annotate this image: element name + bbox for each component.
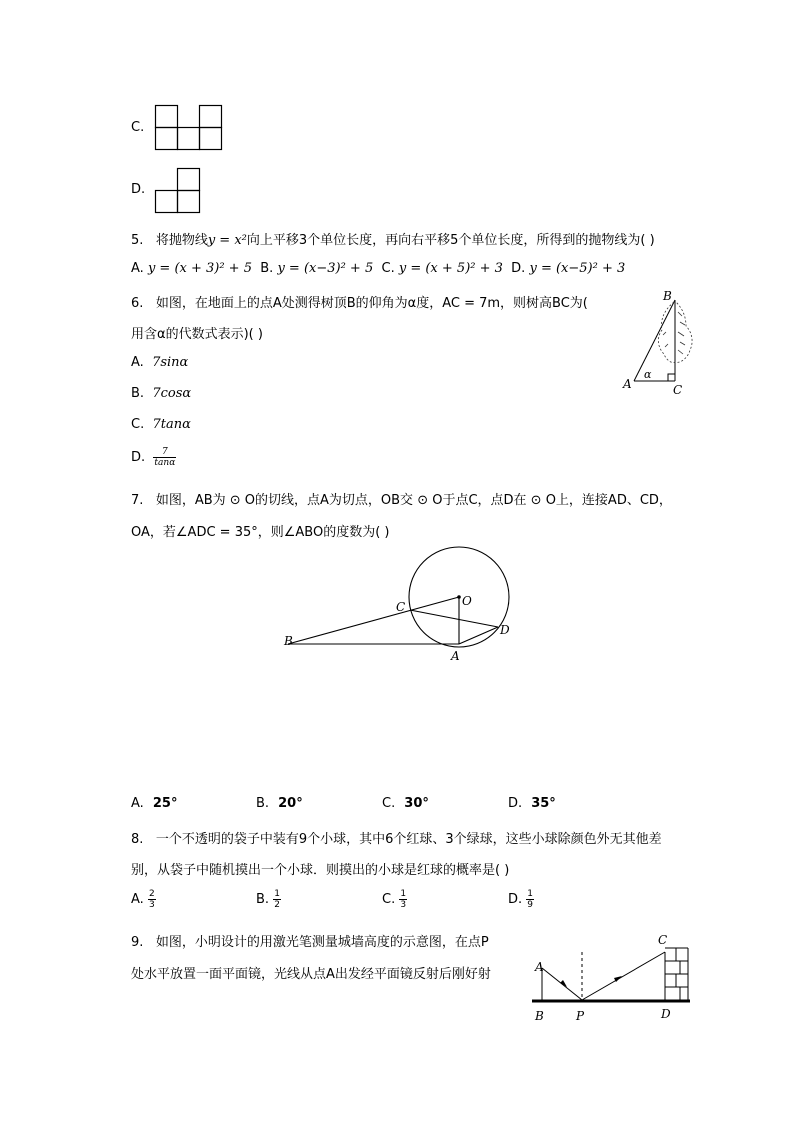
q5-option-a-label: A.	[131, 261, 144, 276]
q5-option-d: y = (x−5)² + 3	[529, 261, 626, 276]
q7-option-b: B. 20°	[256, 796, 303, 811]
q8-option-a: A. $\frac{2}{3}$	[131, 889, 155, 910]
q9-laser-figure	[530, 930, 695, 1025]
q4-option-c-figure	[155, 105, 223, 151]
q5-option-c: y = (x + 5)² + 3	[398, 261, 503, 276]
q9-label-A: A	[535, 960, 544, 974]
q7-line2: OA，若∠ADC = 35°，则∠ABO的度数为( )	[131, 525, 390, 540]
q9-line1	[131, 931, 489, 950]
q5-number: 5.	[131, 233, 144, 248]
q8-option-d: D. $\frac{1}{9}$	[508, 889, 534, 910]
q8-option-c: C. $\frac{1}{3}$	[382, 889, 407, 910]
q6-label-alpha: α	[644, 368, 652, 381]
q6-line2: 用含α的代数式表示)( )	[131, 327, 263, 342]
q8-number: 8.	[131, 832, 144, 847]
q7-circle-figure	[280, 545, 520, 665]
q4-option-c-label: C.	[131, 120, 145, 135]
q8-option-c-fraction: $\frac{1}{3}$	[400, 889, 407, 910]
q7-option-c: C. 30°	[382, 796, 429, 811]
q7-line1	[131, 489, 672, 508]
q4-option-d-label: D.	[131, 182, 146, 197]
q6-label-C: C	[673, 383, 683, 397]
q8-option-d-fraction: $\frac{1}{9}$	[527, 889, 534, 910]
q8-option-b-fraction: $\frac{1}{2}$	[274, 889, 280, 910]
q6-option-c: C. 7tanα	[131, 417, 191, 432]
q7-number: 7.	[131, 493, 144, 508]
q5-option-c-label: C.	[381, 261, 395, 276]
q5-text-before: 将抛物线	[155, 233, 208, 248]
q6-option-d-fraction: $\frac{7}{\tan\alpha}$	[154, 447, 176, 468]
q6-line1-text: 如图，在地面上的点A处测得树顶B的仰角为α度，AC = 7m，则树高BC为(	[155, 296, 588, 311]
q7-option-a: A. 25°	[131, 796, 178, 811]
q8-option-b: B. $\frac{1}{2}$	[256, 889, 280, 910]
q9-label-D: D	[661, 1007, 671, 1021]
q8-option-a-fraction: $\frac{2}{3}$	[148, 889, 155, 910]
q9-label-P: P	[576, 1009, 585, 1023]
q7-label-C: C	[396, 600, 406, 614]
q6-line1	[131, 292, 588, 311]
q5-options	[131, 261, 625, 276]
q6-number: 6.	[131, 296, 144, 311]
q9-line1-text: 如图，小明设计的用激光笔测量城墙高度的示意图，在点P	[155, 935, 489, 950]
q4-option-d-figure	[155, 168, 201, 214]
q5-option-a: y = (x + 3)² + 5	[147, 261, 252, 276]
q9-label-B: B	[535, 1009, 544, 1023]
q7-label-D: D	[500, 623, 510, 637]
q8-line1	[131, 828, 662, 847]
q7-option-d: D. 35°	[508, 796, 556, 811]
q5-option-b: y = (x−3)² + 5	[277, 261, 374, 276]
q6-option-a: A. 7sinα	[131, 355, 189, 370]
q6-tree-figure	[620, 288, 700, 398]
q7-label-B: B	[284, 634, 293, 648]
q5-option-b-label: B.	[260, 261, 274, 276]
q5-text-after: 向上平移3个单位长度，再向右平移5个单位长度，所得到的抛物线为( )	[246, 233, 655, 248]
q6-option-d: D. $\frac{7}{\tan\alpha}$	[131, 447, 176, 468]
q5-option-d-label: D.	[511, 261, 526, 276]
q8-line1-text: 一个不透明的袋子中装有9个小球，其中6个红球、3个绿球，这些小球除颜色外无其他差	[155, 832, 662, 847]
q6-label-B: B	[663, 289, 672, 303]
q9-line2: 处水平放置一面平面镜，光线从点A出发经平面镜反射后刚好射	[131, 967, 491, 982]
q9-number: 9.	[131, 935, 144, 950]
q7-line1-text: 如图，AB为 ⊙ O的切线，点A为切点，OB交 ⊙ O于点C，点D在 ⊙ O上，连接AD、CD，	[155, 493, 672, 508]
q8-line2: 别，从袋子中随机摸出一个小球．则摸出的小球是红球的概率是( )	[131, 863, 510, 878]
q7-label-A: A	[451, 649, 460, 663]
q6-option-b: B. 7cosα	[131, 386, 192, 401]
q6-label-A: A	[623, 377, 632, 391]
q5-func: y = x²	[207, 233, 247, 248]
q7-label-O: O	[462, 594, 472, 608]
q5-question	[131, 229, 655, 248]
q9-label-C: C	[658, 933, 668, 947]
